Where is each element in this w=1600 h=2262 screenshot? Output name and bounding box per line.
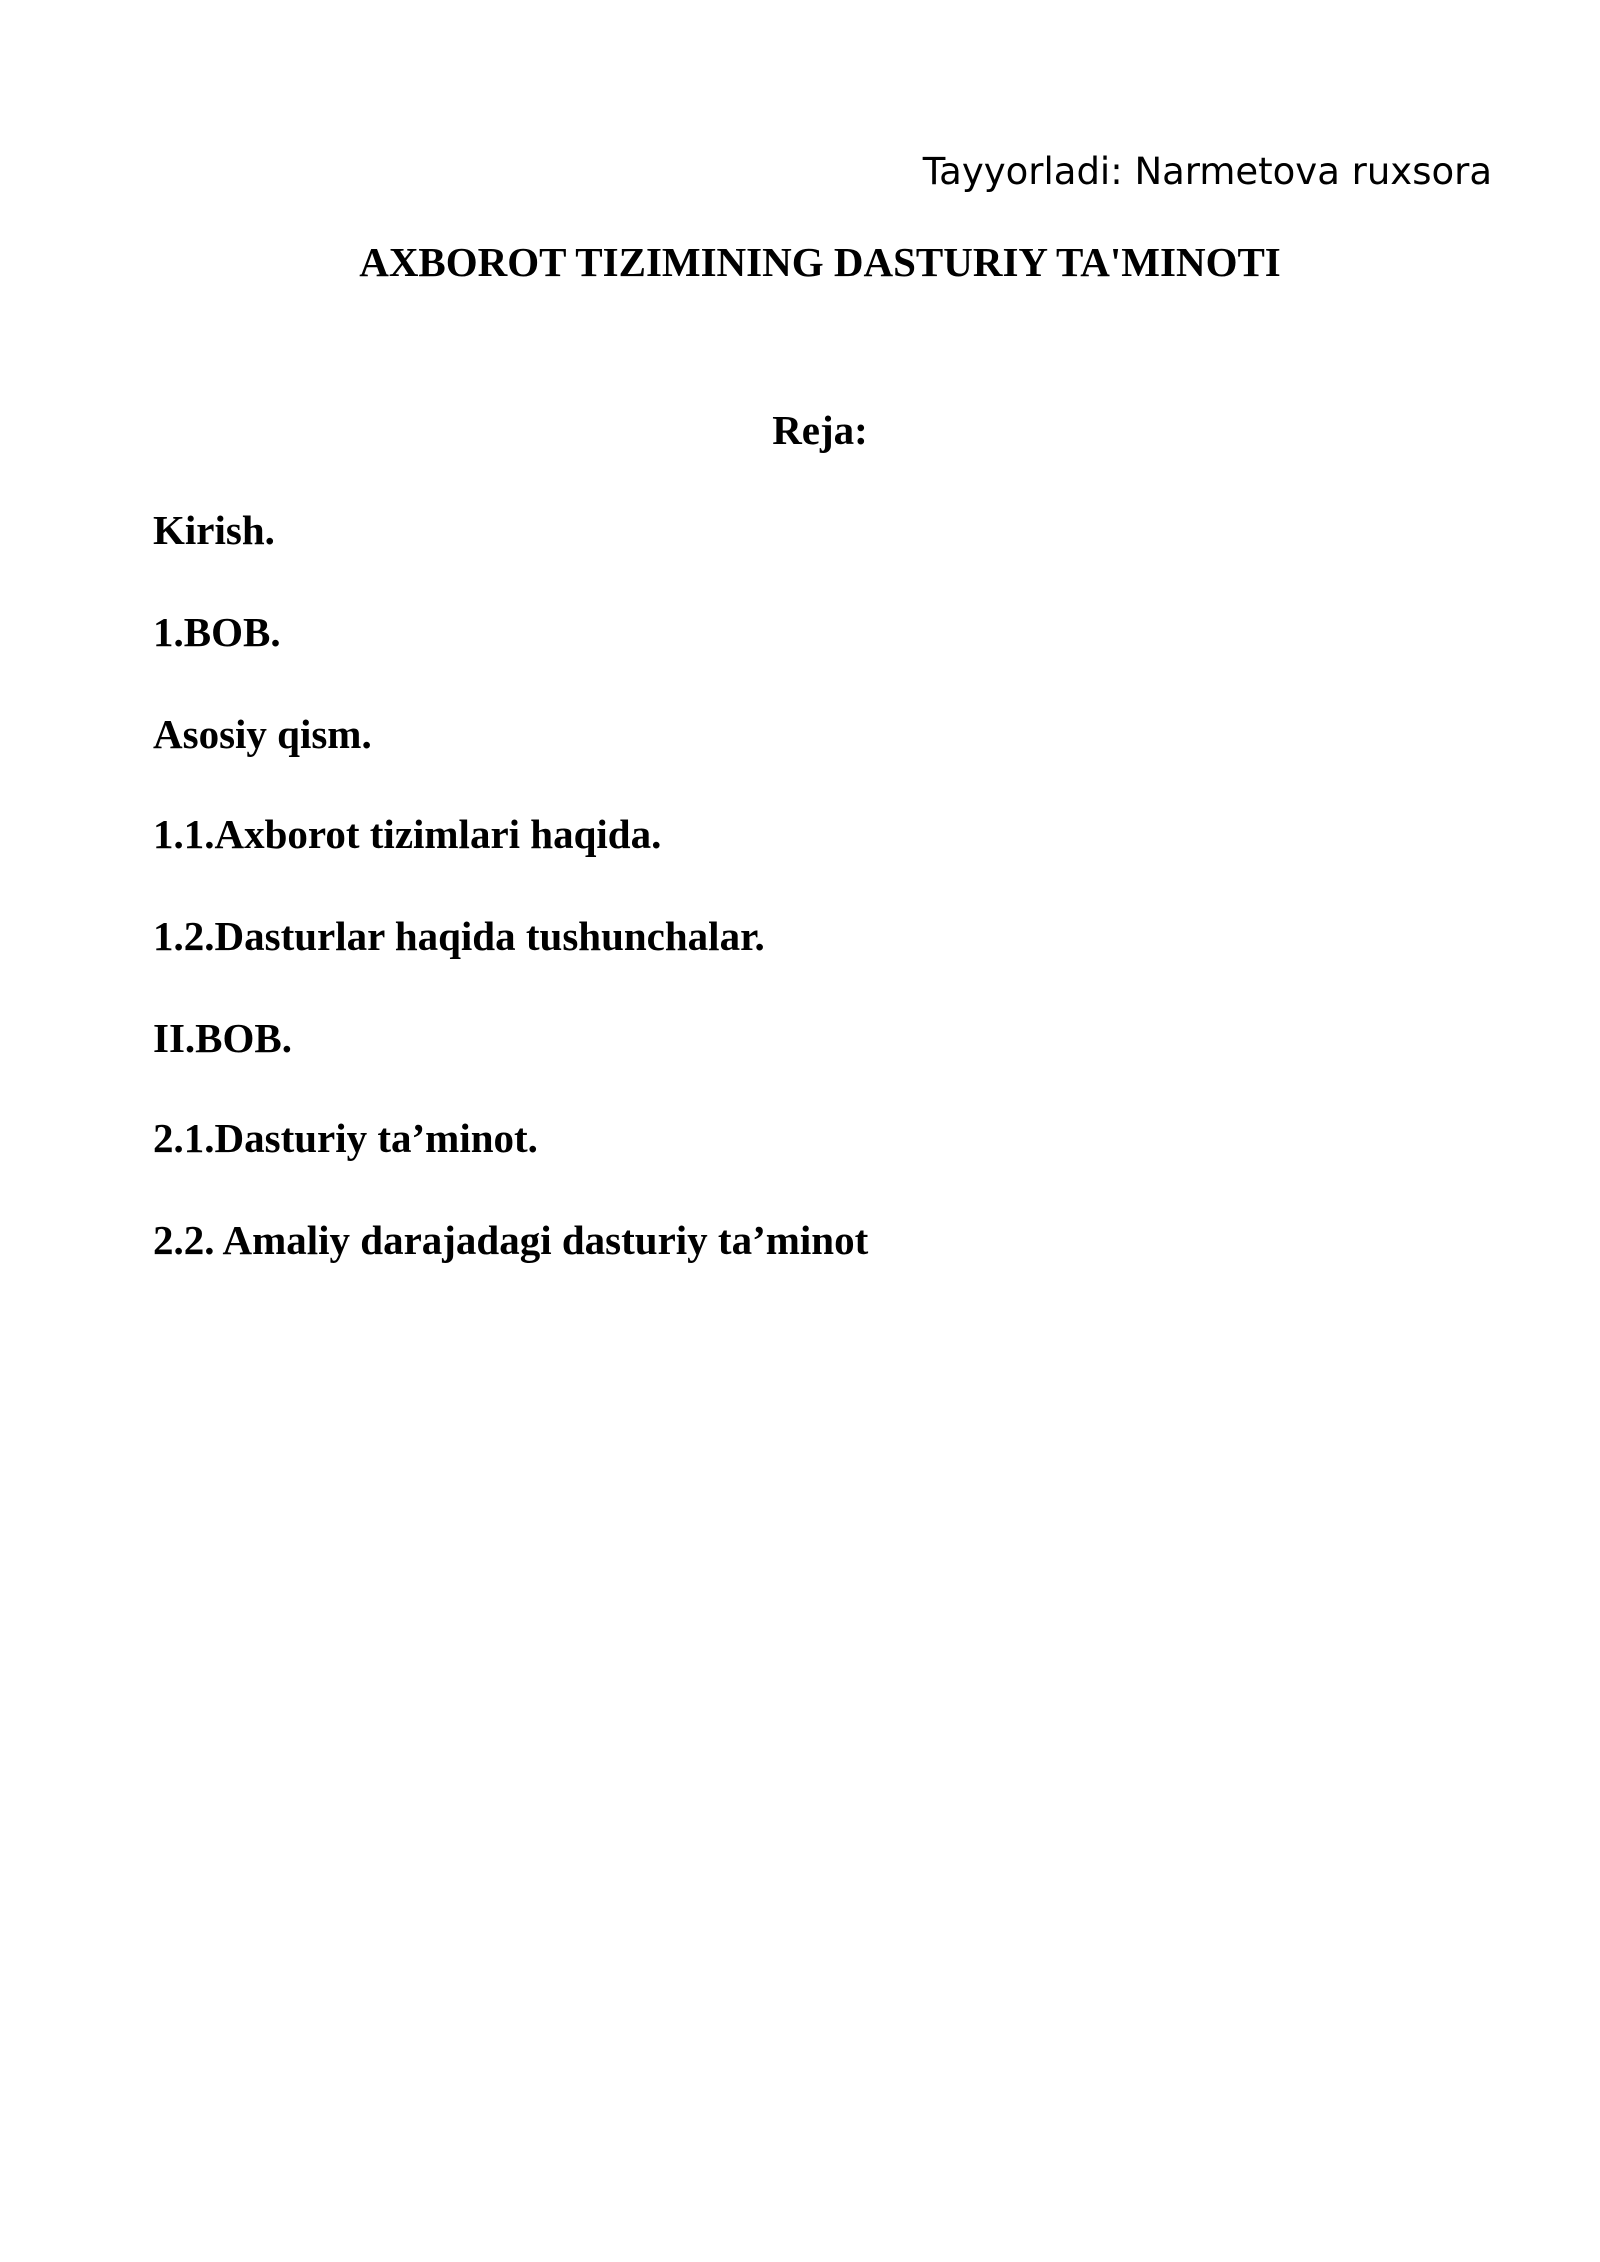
plan-item-main-part: Asosiy qism. (153, 711, 372, 757)
document-title: AXBOROT TIZIMINING DASTURIY TA'MINOTI (359, 239, 1281, 285)
plan-item-intro: Kirish. (153, 507, 275, 553)
plan-item-2-2: 2.2. Amaliy darajadagi dasturiy ta’minot (153, 1217, 869, 1263)
plan-item-1-1: 1.1.Axborot tizimlari haqida. (153, 811, 662, 857)
author-line: Tayyorladi: Narmetova ruxsora (922, 150, 1492, 193)
plan-item-chapter-2: II.BOB. (153, 1015, 292, 1061)
plan-item-chapter-1: 1.BOB. (153, 609, 281, 655)
plan-item-2-1: 2.1.Dasturiy ta’minot. (153, 1115, 538, 1161)
plan-heading: Reja: (772, 407, 868, 453)
plan-item-1-2: 1.2.Dasturlar haqida tushunchalar. (153, 913, 765, 959)
